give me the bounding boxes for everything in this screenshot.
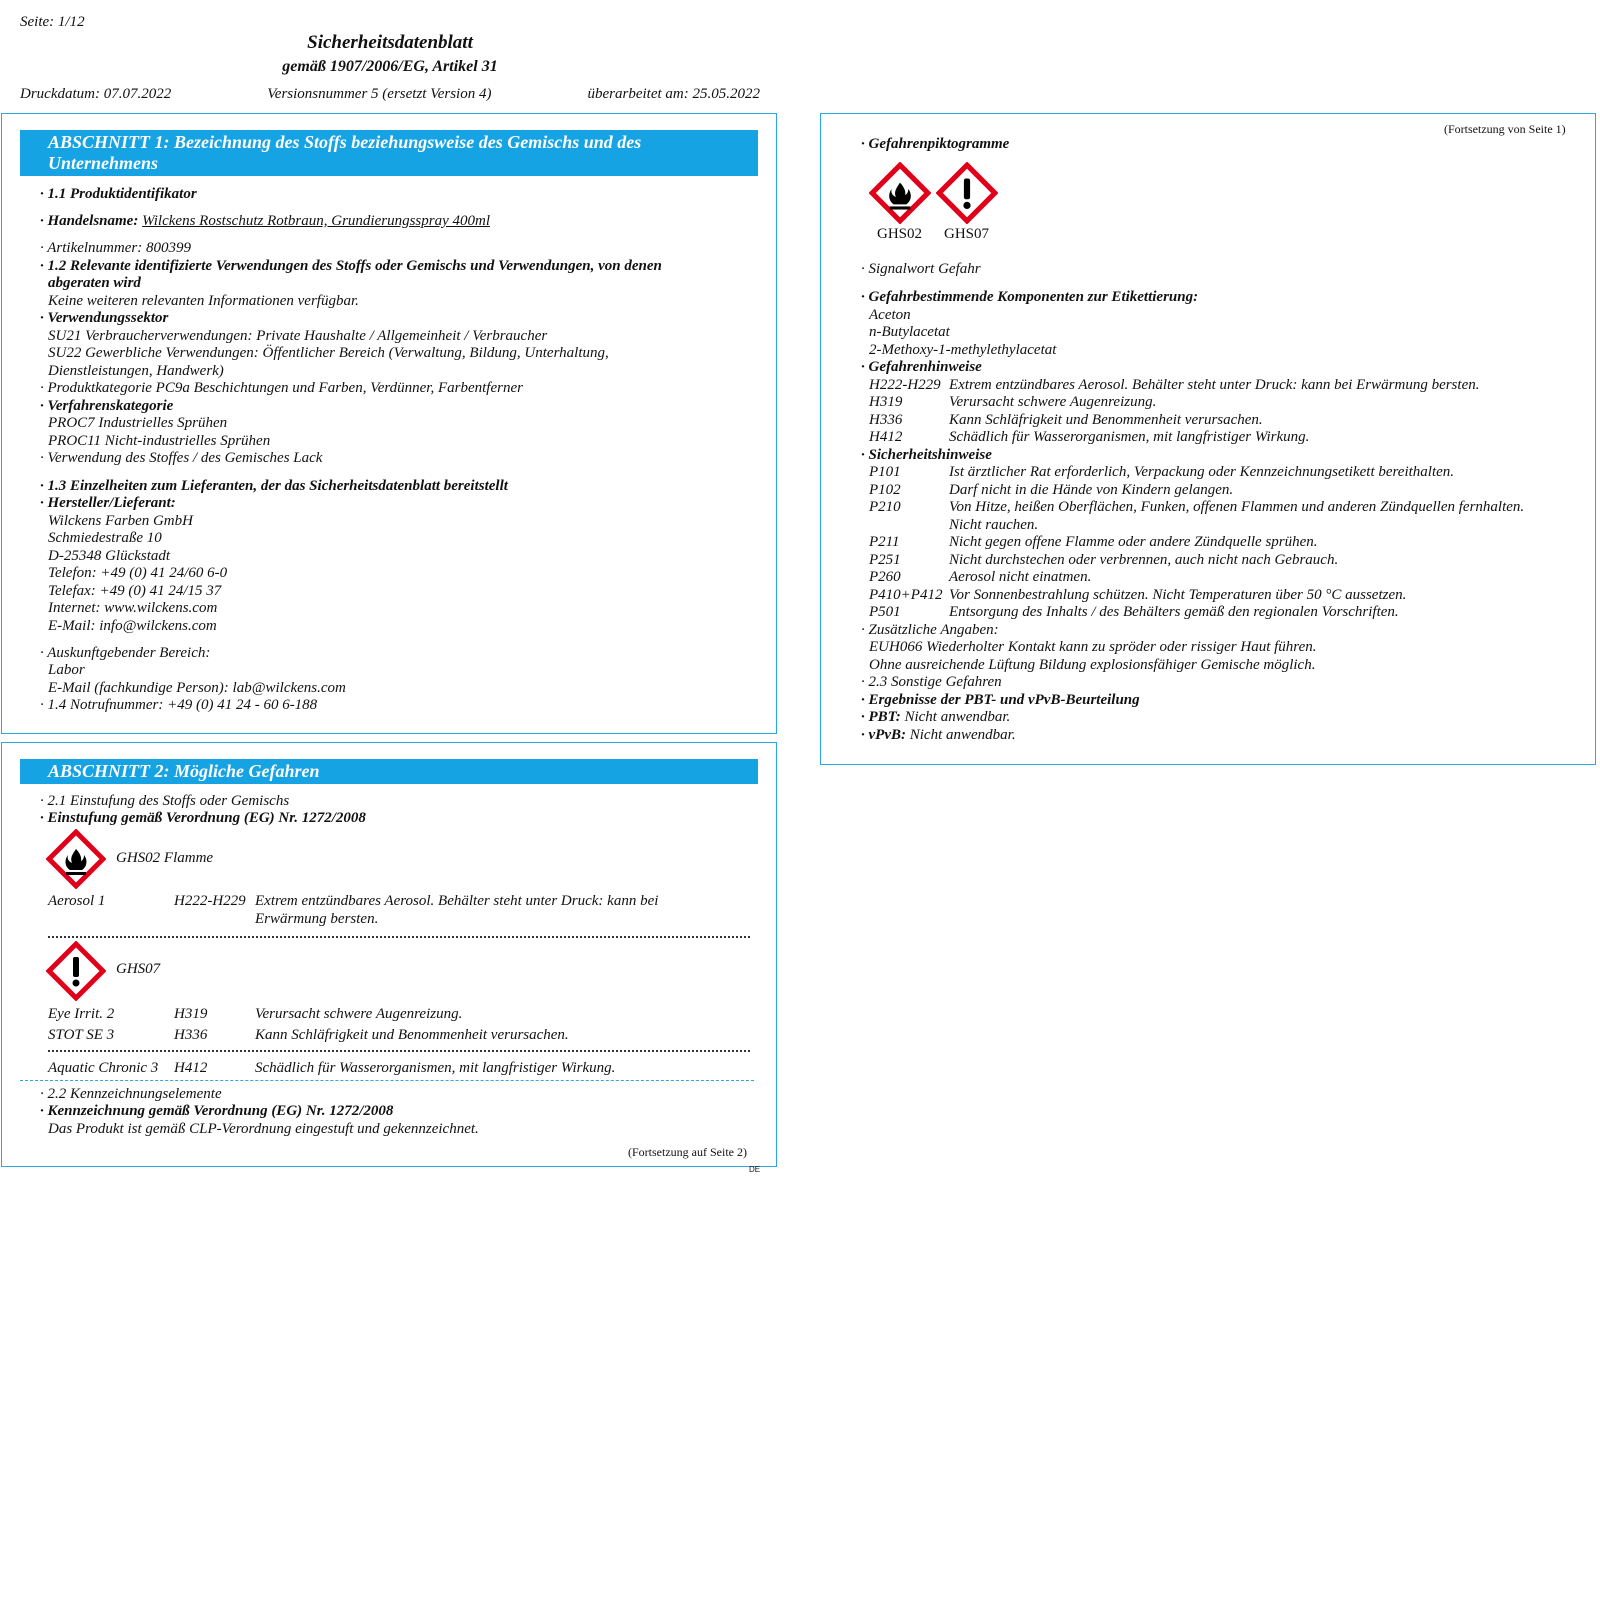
version-number: Versionsnummer 5 (ersetzt Version 4) — [267, 86, 492, 102]
precaution-code: P210 — [869, 499, 901, 515]
separator-dotted — [48, 936, 750, 938]
process-heading: · Verfahrenskategorie — [40, 398, 174, 414]
company-street: Schmiedestraße 10 — [48, 530, 162, 546]
continued-from-page: (Fortsetzung von Seite 1) — [1444, 122, 1566, 136]
sector-heading: · Verwendungssektor — [40, 310, 169, 326]
uses-heading: · 1.2 Relevante identifizierte Verwendungen des Stoffs oder Gemischs und Verwendungen, von denen — [40, 258, 662, 274]
ghs07-exclamation-icon — [936, 162, 998, 224]
precaution-code: P251 — [869, 552, 901, 568]
manufacturer-label: · Hersteller/Lieferant: — [40, 495, 176, 511]
emergency-number: · 1.4 Notrufnummer: +49 (0) 41 24 - 60 6-188 — [40, 697, 318, 713]
pbt-label: · PBT: — [861, 709, 901, 725]
separator-dotted — [48, 1050, 750, 1052]
continuation-panel — [820, 113, 1596, 765]
precaution-text: Aerosol nicht einatmen. — [949, 569, 1092, 585]
company-fax: Telefax: +49 (0) 41 24/15 37 — [48, 583, 222, 599]
precaution-code: P211 — [869, 534, 900, 550]
precaution-text: Vor Sonnenbestrahlung schützen. Nicht Temperaturen über 50 °C aussetzen. — [949, 587, 1407, 603]
euh066: EUH066 Wiederholter Kontakt kann zu spröder oder rissiger Haut führen. — [869, 639, 1317, 655]
hazard-code: H412 — [869, 429, 903, 445]
pbt-results-heading: · Ergebnisse der PBT- und vPvB-Beurteilung — [861, 692, 1140, 708]
precaution-text: Ist ärztlicher Rat erforderlich, Verpackung oder Kennzeichnungsetikett bereithalten. — [949, 464, 1455, 480]
precaution-text: Nicht rauchen. — [949, 517, 1039, 533]
ghs02-label: GHS02 Flamme — [116, 850, 214, 866]
aquatic-code: H412 — [174, 1060, 208, 1076]
precaution-text: Nicht gegen offene Flamme oder andere Zündquelle sprühen. — [949, 534, 1318, 550]
company-email: E-Mail: info@wilckens.com — [48, 618, 217, 634]
vpvb-value: Nicht anwendbar. — [905, 727, 1016, 743]
precaution-code: P102 — [869, 482, 901, 498]
pbt-value: Nicht anwendbar. — [900, 709, 1011, 725]
article-number: · Artikelnummer: 800399 — [40, 240, 191, 256]
section-1-heading-line1: ABSCHNITT 1: Bezeichnung des Stoffs beziehungsweise des Gemischs und des — [48, 132, 642, 152]
aerosol-code: H222-H229 — [174, 893, 246, 909]
hazard-text: Kann Schläfrigkeit und Benommenheit verursachen. — [949, 412, 1263, 428]
aerosol-text-cont: Erwärmung bersten. — [255, 911, 379, 927]
document-subtitle: gemäß 1907/2006/EG, Artikel 31 — [282, 58, 498, 75]
meta-row — [20, 86, 760, 103]
page-number: Seite: 1/12 — [20, 14, 85, 30]
hazard-code: H222-H229 — [869, 377, 941, 393]
document-title: Sicherheitsdatenblatt — [307, 32, 473, 53]
precaution-text: Von Hitze, heißen Oberflächen, Funken, offenen Flammen und anderen Zündquellen fernhalten. — [949, 499, 1525, 515]
use-of-mixture: · Verwendung des Stoffes / des Gemisches Lack — [40, 450, 323, 466]
trade-name-label: · Handelsname: — [40, 213, 143, 229]
product-identifier: · 1.1 Produktidentifikator — [40, 186, 197, 202]
aquatic-class: Aquatic Chronic 3 — [48, 1060, 159, 1076]
components-heading: · Gefahrbestimmende Komponenten zur Etikettierung: — [861, 289, 1199, 305]
ghs02-flame-icon — [46, 829, 106, 889]
company-web: Internet: www.wilckens.com — [48, 600, 218, 616]
product-category: · Produktkategorie PC9a Beschichtungen und Farben, Verdünner, Farbentferner — [40, 380, 523, 396]
section-2-panel — [1, 742, 777, 1174]
pbt-row — [861, 709, 1010, 726]
hazard-text: Schädlich für Wasserorganismen, mit langfristiger Wirkung. — [949, 429, 1310, 445]
additional-info-heading: · Zusätzliche Angaben: — [861, 622, 999, 638]
section-1-panel — [1, 113, 777, 734]
uses-heading-cont: abgeraten wird — [48, 275, 141, 291]
proc7: PROC7 Industrielles Sprühen — [48, 415, 228, 431]
labelling-regulation: · Kennzeichnung gemäß Verordnung (EG) Nr. 1272/2008 — [40, 1103, 394, 1119]
su22: SU22 Gewerbliche Verwendungen: Öffentlicher Bereich (Verwaltung, Bildung, Unterhaltung, — [48, 345, 609, 361]
trade-name — [40, 213, 490, 230]
section-1-heading-line2: Unternehmens — [48, 153, 159, 173]
stot-class: STOT SE 3 — [48, 1027, 115, 1043]
print-date: Druckdatum: 07.07.2022 — [20, 86, 172, 102]
precaution-text: Entsorgung des Inhalts / des Behälters gemäß den regionalen Vorschriften. — [949, 604, 1399, 620]
hazard-statements-heading: · Gefahrenhinweise — [861, 359, 982, 375]
ghs07-caption: GHS07 — [944, 226, 990, 242]
ghs07-label: GHS07 — [116, 961, 161, 977]
revision-date: überarbeitet am: 25.05.2022 — [587, 86, 760, 102]
aerosol-class: Aerosol 1 — [48, 893, 106, 909]
classification-heading: · 2.1 Einstufung des Stoffs oder Gemischs — [40, 793, 290, 809]
precaution-text: Darf nicht in die Hände von Kindern gelangen. — [949, 482, 1234, 498]
hazard-code: H336 — [869, 412, 903, 428]
hazard-text: Verursacht schwere Augenreizung. — [949, 394, 1157, 410]
precautionary-heading: · Sicherheitshinweise — [861, 447, 992, 463]
hazard-text: Extrem entzündbares Aerosol. Behälter steht unter Druck: kann bei Erwärmung bersten. — [949, 377, 1480, 393]
precaution-code: P260 — [869, 569, 901, 585]
ventilation-note: Ohne ausreichende Lüftung Bildung explosionsfähiger Gemische möglich. — [869, 657, 1316, 673]
continued-on-page: (Fortsetzung auf Seite 2) — [628, 1145, 747, 1159]
info-department: Labor — [48, 662, 85, 678]
expert-email: E-Mail (fachkundige Person): lab@wilckens.com — [48, 680, 346, 696]
ghs02-flame-icon — [869, 162, 931, 224]
labelling-statement: Das Produkt ist gemäß CLP-Verordnung eingestuft und gekennzeichnet. — [48, 1121, 479, 1137]
labelling-heading: · 2.2 Kennzeichnungselemente — [40, 1086, 222, 1102]
aquatic-text: Schädlich für Wasserorganismen, mit langfristiger Wirkung. — [255, 1060, 616, 1076]
vpvb-row — [861, 727, 1016, 744]
pictograms-heading: · Gefahrenpiktogramme — [861, 136, 1010, 152]
hazard-code: H319 — [869, 394, 903, 410]
signal-word: · Signalwort Gefahr — [861, 261, 981, 277]
company-city: D-25348 Glückstadt — [48, 548, 171, 564]
supplier-heading: · 1.3 Einzelheiten zum Lieferanten, der das Sicherheitsdatenblatt bereitstellt — [40, 478, 508, 494]
component-2: n-Butylacetat — [869, 324, 950, 340]
precaution-code: P410+P412 — [869, 587, 943, 603]
company-name: Wilckens Farben GmbH — [48, 513, 193, 529]
stot-text: Kann Schläfrigkeit und Benommenheit verursachen. — [255, 1027, 569, 1043]
language-code: DE — [749, 1165, 761, 1174]
classification-regulation: · Einstufung gemäß Verordnung (EG) Nr. 1272/2008 — [40, 810, 366, 826]
eye-class: Eye Irrit. 2 — [48, 1006, 115, 1022]
uses-none: Keine weiteren relevanten Informationen verfügbar. — [48, 293, 359, 309]
stot-code: H336 — [174, 1027, 208, 1043]
precaution-code: P101 — [869, 464, 901, 480]
separator-dashed — [20, 1080, 754, 1081]
info-department-label: · Auskunftgebender Bereich: — [40, 645, 211, 661]
component-3: 2-Methoxy-1-methylethylacetat — [869, 342, 1057, 358]
ghs07-exclamation-icon — [46, 941, 106, 1001]
precaution-code: P501 — [869, 604, 901, 620]
eye-text: Verursacht schwere Augenreizung. — [255, 1006, 463, 1022]
eye-code: H319 — [174, 1006, 208, 1022]
ghs02-caption: GHS02 — [877, 226, 923, 242]
section-2-heading: ABSCHNITT 2: Mögliche Gefahren — [20, 759, 758, 784]
su22-cont: Dienstleistungen, Handwerk) — [48, 363, 224, 379]
section-1-heading — [20, 130, 758, 176]
component-1: Aceton — [869, 307, 911, 323]
company-phone: Telefon: +49 (0) 41 24/60 6-0 — [48, 565, 228, 581]
precaution-text: Nicht durchstechen oder verbrennen, auch nicht nach Gebrauch. — [949, 552, 1339, 568]
aerosol-text: Extrem entzündbares Aerosol. Behälter steht unter Druck: kann bei — [255, 893, 659, 909]
other-hazards: · 2.3 Sonstige Gefahren — [861, 674, 1002, 690]
su21: SU21 Verbraucherverwendungen: Private Haushalte / Allgemeinheit / Verbraucher — [48, 328, 548, 344]
vpvb-label: · vPvB: — [861, 727, 906, 743]
trade-name-value: Wilckens Rostschutz Rotbraun, Grundierungsspray 400ml — [142, 213, 490, 229]
proc11: PROC11 Nicht-industrielles Sprühen — [48, 433, 271, 449]
